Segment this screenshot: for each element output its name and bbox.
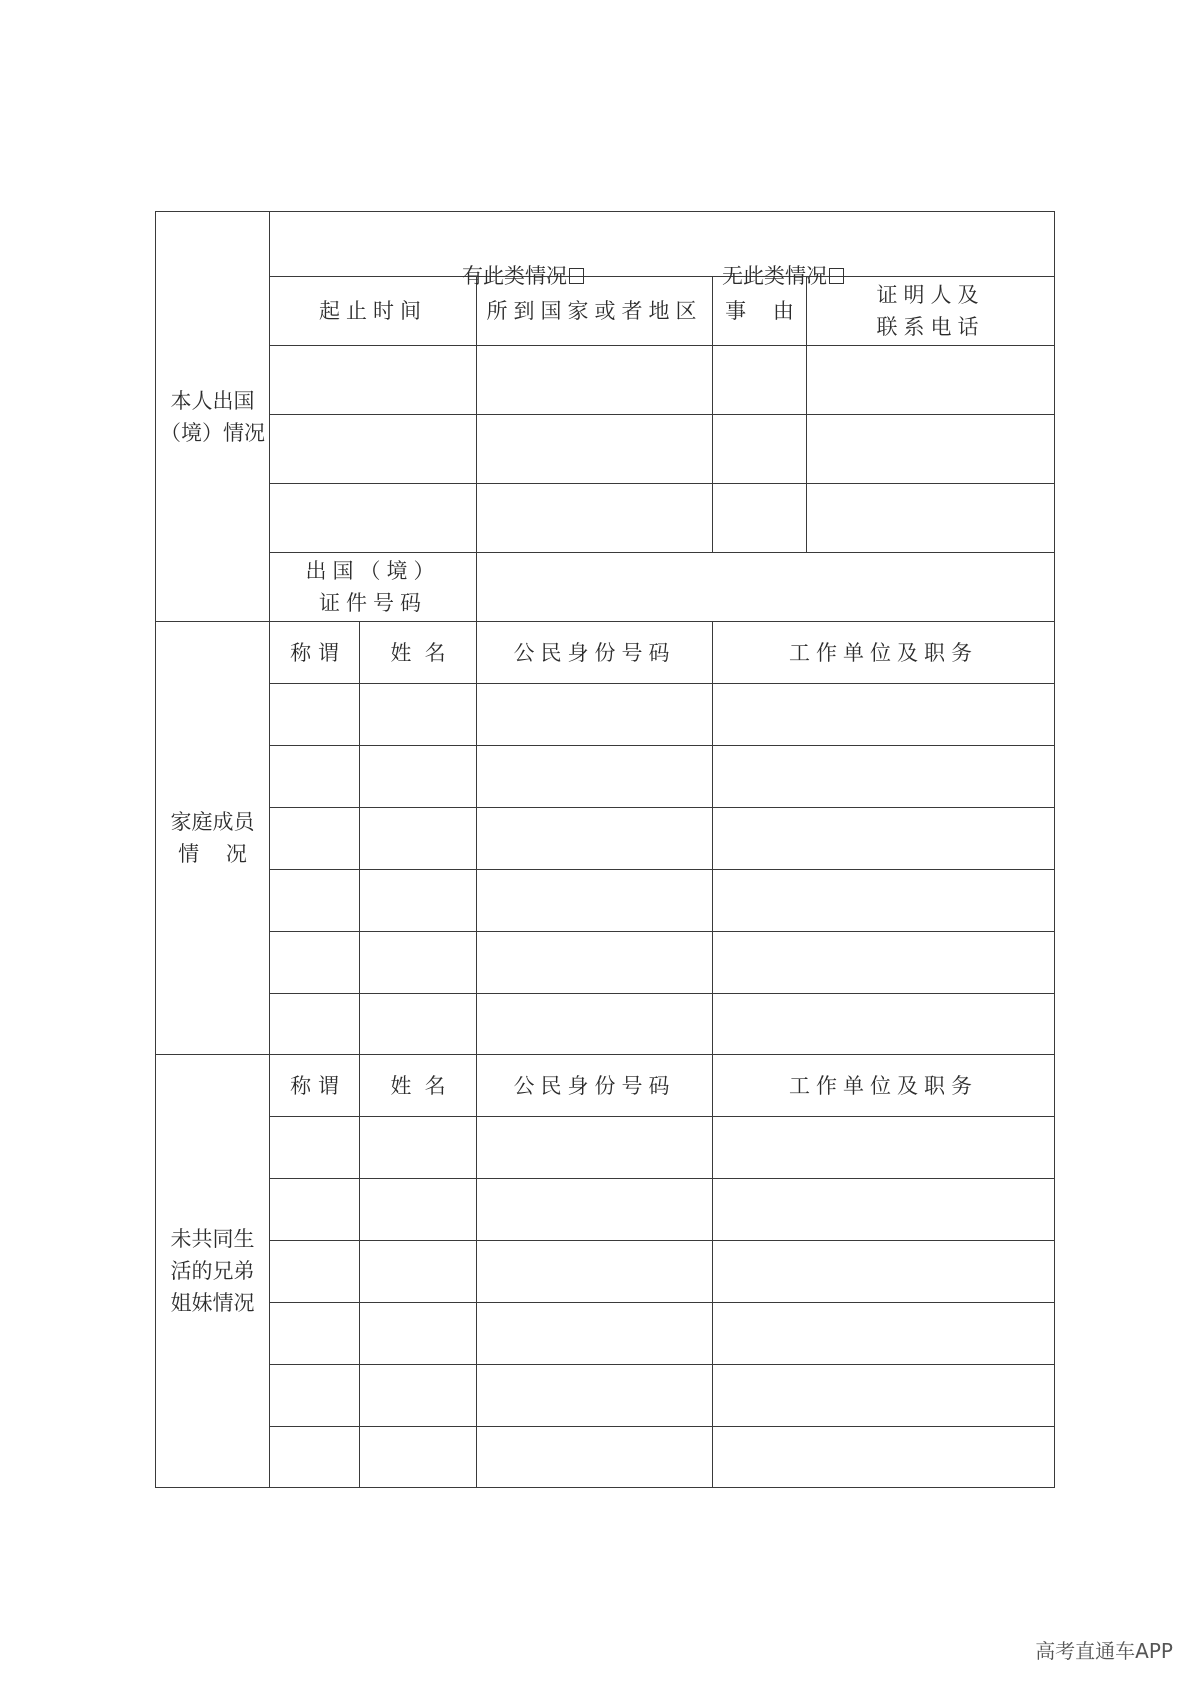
header-employer-position: 工作单位及职务 (789, 1073, 978, 1098)
has-situation-label: 有此类情况 (462, 264, 567, 288)
row-divider (270, 1116, 1055, 1117)
row-divider (270, 414, 1055, 415)
column-divider (476, 621, 477, 1055)
header-destination: 所到国家或者地区 (486, 299, 703, 323)
watermark: 高考直通车APP (1035, 1639, 1173, 1663)
table-border-right (1054, 211, 1055, 1488)
section-label-family: 家庭成员 情 况 (170, 810, 255, 866)
section-label-siblings: 未共同生 活的兄弟 姐妹情况 (170, 1227, 255, 1315)
column-divider (712, 621, 713, 1055)
header-name: 姓 名 (390, 1073, 446, 1098)
header-relation: 称 谓 (290, 1073, 339, 1098)
column-divider (359, 1054, 360, 1488)
row-divider (270, 683, 1055, 684)
passport-number-label: 出国（境） 证件号码 (305, 559, 441, 615)
column-divider (476, 1054, 477, 1488)
header-id-number: 公民身份号码 (513, 1073, 676, 1098)
header-employer-position: 工作单位及职务 (789, 640, 978, 665)
header-relation: 称 谓 (290, 640, 339, 665)
row-divider (270, 483, 1055, 484)
row-divider (270, 1302, 1055, 1303)
row-divider (270, 869, 1055, 870)
row-divider (270, 1426, 1055, 1427)
header-id-number: 公民身份号码 (513, 640, 676, 665)
row-divider (270, 1240, 1055, 1241)
row-divider (270, 1178, 1055, 1179)
header-witness-contact: 证明人及 联系电话 (876, 283, 985, 339)
row-divider (270, 931, 1055, 932)
no-situation-label: 无此类情况 (722, 264, 827, 288)
header-reason: 事 由 (725, 299, 794, 323)
row-divider (270, 807, 1055, 808)
row-divider (270, 993, 1055, 994)
row-divider (270, 745, 1055, 746)
header-name: 姓 名 (390, 640, 446, 665)
passport-number-field[interactable] (477, 553, 1054, 621)
row-divider (270, 345, 1055, 346)
label-column-divider (269, 211, 270, 1488)
column-divider (359, 621, 360, 1055)
section-label-abroad: 本人出国 （境）情况 (160, 388, 265, 445)
header-period: 起止时间 (319, 299, 427, 323)
row-divider (270, 1364, 1055, 1365)
column-divider (712, 1054, 713, 1488)
situation-choice-row (270, 212, 1054, 288)
table-border-bottom (155, 1487, 1055, 1488)
